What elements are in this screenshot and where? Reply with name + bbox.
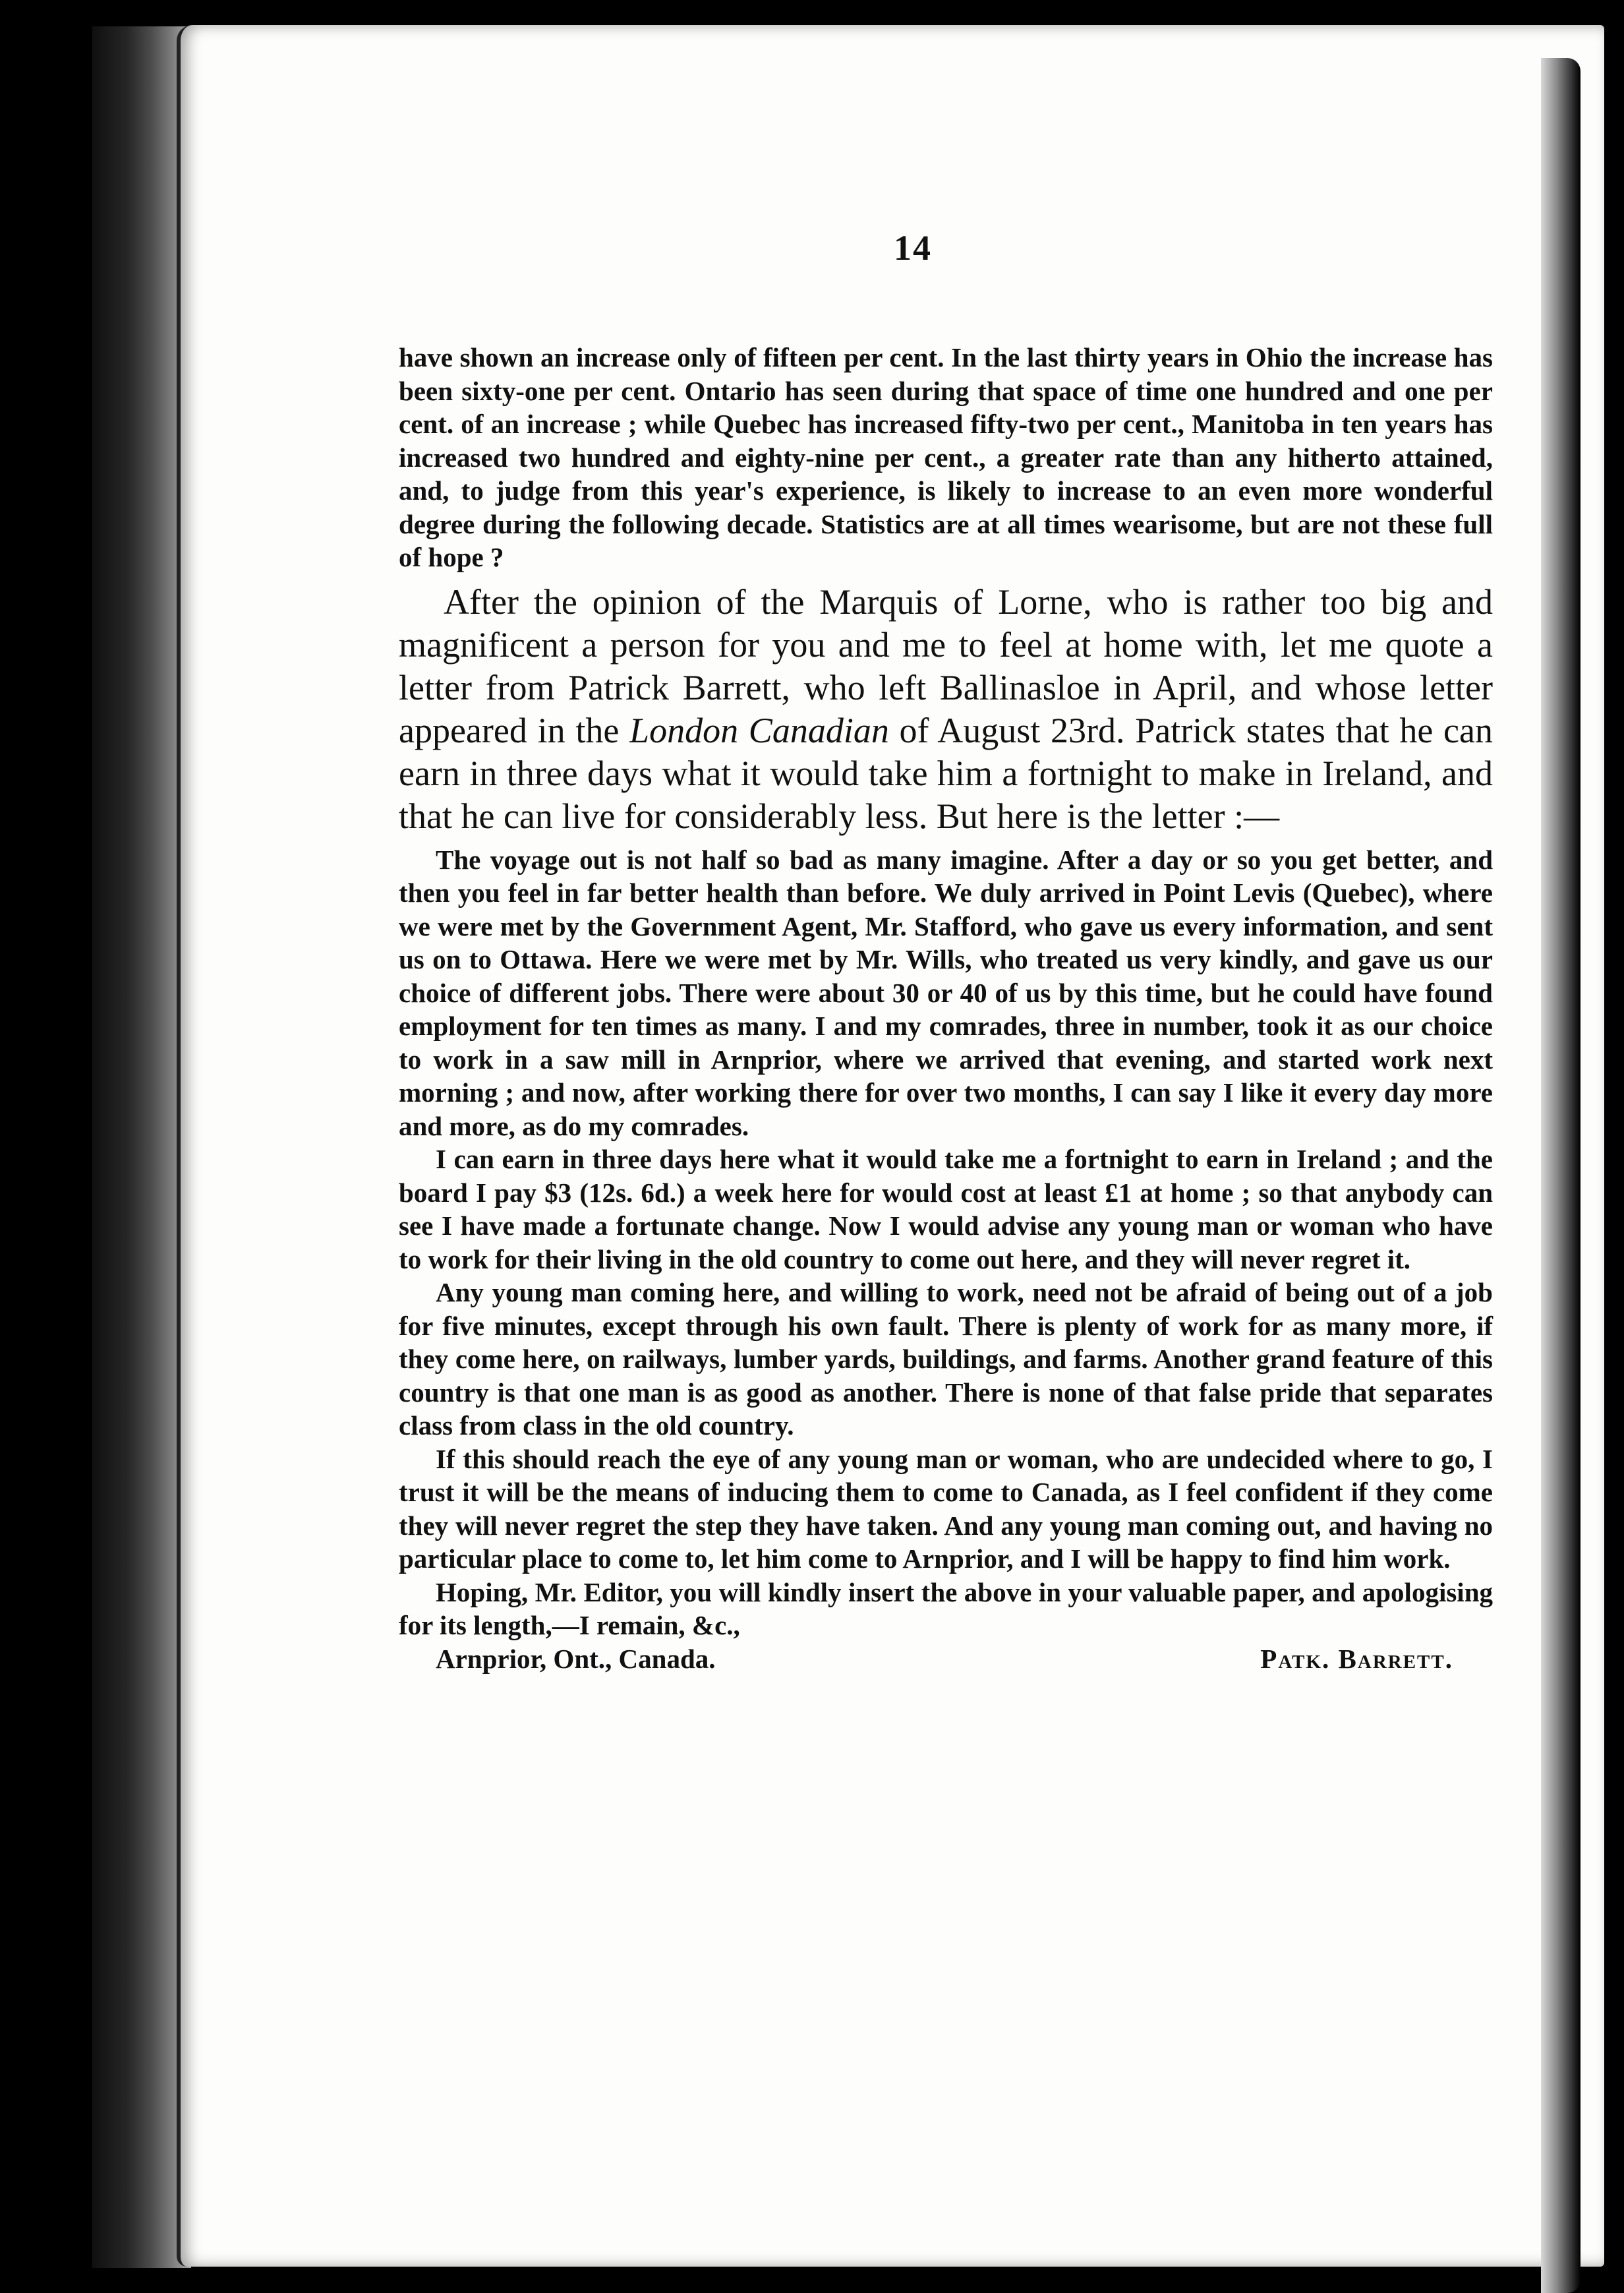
letter-signoff bbox=[399, 1642, 1493, 1676]
page-number: 14 bbox=[894, 228, 932, 268]
quoted-letter bbox=[399, 843, 1493, 1676]
letter-place: Arnprior, Ont., Canada. bbox=[436, 1643, 716, 1674]
main-paragraph bbox=[399, 581, 1493, 838]
letter-paragraph-5: Hoping, Mr. Editor, you will kindly insert the above in your valuable paper, and apologising for its length,—I remain, &c., bbox=[399, 1576, 1493, 1640]
newspaper-title: London Canadian bbox=[629, 710, 889, 750]
main-paragraph-text-2: of August 23rd. Patrick states that he can earn in three days what it would take him a fortnight to make in Ireland, and that he can live for considerably less. But here is the letter :— bbox=[399, 710, 1493, 836]
letter-paragraph-3: Any young man coming here, and willing to work, need not be afraid of being out of a job for five minutes, except through his own fault. There is plenty of work for as many more, if they come here, on railways, lumber yards, buildings, and farms. Another grand feature of this country is that one man is as good as another. There is none of that false pride that separates class from class in the old country. bbox=[399, 1277, 1493, 1441]
intro-paragraph: have shown an increase only of fifteen per cent. In the last thirty years in Ohio the increase has been sixty-one per cent. Ontario has seen during that space of time one hundred and one per cent. of an increase ; while Quebec has increased fifty-two per cent., Manitoba in ten years has increased two hundred and eighty-nine per cent., a greater rate than any hitherto attained, and, to judge from this year's experience, is likely to increase to an even more wonderful degree during the following decade. Statistics are at all times wearisome, but are not these full of hope ? bbox=[399, 342, 1493, 572]
letter-signature: Patk. Barrett. bbox=[1260, 1643, 1453, 1674]
main-paragraph-text-1: After the opinion of the Marquis of Lorne, who is rather too big and magnificent a person for you and me to feel at home with, let me quote a letter from Patrick Barrett, who left Ballinasloe in April, and whose letter appeared in the bbox=[399, 581, 1493, 750]
letter-paragraph-2: I can earn in three days here what it would take me a fortnight to earn in Ireland ; and the board I pay $3 (12s. 6d.) a week here for would cost at least £1 at home ; so that anybody can see I have made a fortunate change. Now I would advise any young man or woman who have to work for their living in the old country to come out here, and they will never regret it. bbox=[399, 1144, 1493, 1274]
page-content bbox=[399, 227, 1493, 1675]
letter-paragraph-1: The voyage out is not half so bad as many imagine. After a day or so you get better, and then you feel in far better health than before. We duly arrived in Point Levis (Quebec), where we were met by the Government Agent, Mr. Stafford, who gave us every information, and sent us on to Ottawa. Here we were met by Mr. Wills, who treated us very kindly, and gave us our choice of different jobs. There were about 30 or 40 of us by this time, but he could have found employment for ten times as many. I and my comrades, three in number, took it as our choice to work in a saw mill in Arnprior, where we arrived that evening, and started work next morning ; and now, after working there for over two months, I can say I like it every day more and more, as do my comrades. bbox=[399, 844, 1493, 1141]
page-edge bbox=[1541, 58, 1580, 2293]
letter-paragraph-4: If this should reach the eye of any young man or woman, who are undecided where to go, I trust it will be the means of inducing them to come to Canada, as I feel confident if they come they will never regret the step they have taken. And any young man coming out, and having no particular place to come to, let him come to Arnprior, and I will be happy to find him work. bbox=[399, 1443, 1493, 1574]
